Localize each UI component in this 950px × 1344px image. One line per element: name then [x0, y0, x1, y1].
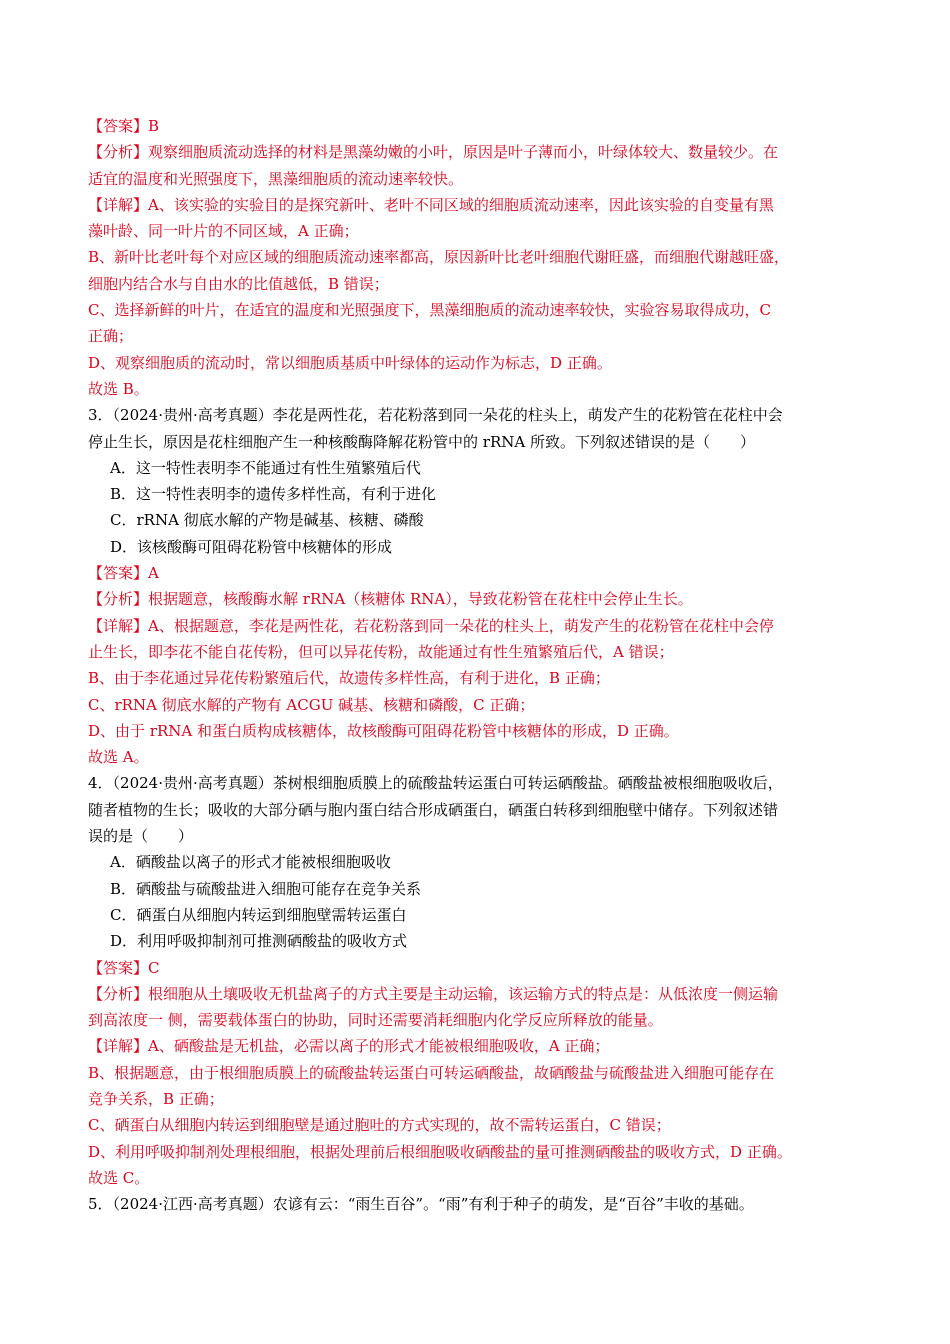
q4-stem-line: 4．（2024·贵州·高考真题）茶树根细胞质膜上的硫酸盐转运蛋白可转运硒酸盐。硒酸盐被根细胞吸收后， — [88, 774, 783, 793]
q4-conclusion: 故选 C。 — [88, 1168, 150, 1187]
q3-option-c: C．rRNA 彻底水解的产物是碱基、核糖、磷酸 — [110, 511, 424, 530]
q3-stem-line: 停止生长，原因是花柱细胞产生一种核酸酶降解花粉管中的 rRNA 所致。下列叙述错误的是（ ） — [88, 432, 755, 451]
q3-option-a: A．这一特性表明李不能通过有性生殖繁殖后代 — [110, 458, 421, 477]
q4-option-a: A．硒酸盐以离子的形式才能被根细胞吸收 — [110, 853, 391, 872]
q3-stem-line: 3．（2024·贵州·高考真题）李花是两性花，若花粉落到同一朵花的柱头上，萌发产生的花粉管在花柱中会 — [88, 406, 783, 425]
q2-detail-line: 正确； — [88, 327, 134, 346]
q2-analysis-line: 【分析】观察细胞质流动选择的材料是黑藻幼嫩的小叶，原因是叶子薄而小，叶绿体较大、数量较少。在 — [88, 143, 779, 162]
q4-option-b: B．硒酸盐与硫酸盐进入细胞可能存在竞争关系 — [110, 879, 422, 898]
q2-detail-line: 细胞内结合水与自由水的比值越低，B 错误； — [88, 274, 389, 293]
q3-option-b: B．这一特性表明李的遗传多样性高，有利于进化 — [110, 485, 437, 504]
q5-stem-line: 5．（2024·江西·高考真题）农谚有云：“雨生百谷”。“雨”有利于种子的萌发，是“百谷”丰收的基础。 — [88, 1195, 754, 1214]
q4-detail-line: 竞争关系，B 正确； — [88, 1089, 224, 1108]
page-content — [88, 113, 868, 1217]
q3-detail-line: C、rRNA 彻底水解的产物有 ACGU 碱基、核糖和磷酸，C 正确； — [88, 695, 535, 714]
q4-option-d: D．利用呼吸抑制剂可推测硒酸盐的吸收方式 — [110, 932, 408, 951]
q4-detail-line: C、硒蛋白从细胞内转运到细胞壁是通过胞吐的方式实现的，故不需转运蛋白，C 错误； — [88, 1116, 671, 1135]
q2-conclusion: 故选 B。 — [88, 379, 149, 398]
q3-detail-line: 止生长，即李花不能自花传粉，但可以异花传粉，故能通过有性生殖繁殖后代，A 错误； — [88, 642, 674, 661]
q3-option-d: D．该核酸酶可阻碍花粉管中核糖体的形成 — [110, 537, 393, 556]
q4-stem-line: 随者植物的生长；吸收的大部分硒与胞内蛋白结合形成硒蛋白，硒蛋白转移到细胞壁中储存。下列叙述错 — [88, 800, 779, 819]
q4-answer: 【答案】C — [88, 958, 160, 977]
q2-analysis-line: 适宜的温度和光照强度下，黑藻细胞质的流动速率较快。 — [88, 169, 464, 188]
q2-detail-line: 藻叶龄、同一叶片的不同区域，A 正确； — [88, 222, 359, 241]
q2-detail-line: B、新叶比老叶每个对应区域的细胞质流动速率都高，原因新叶比老叶细胞代谢旺盛，而细胞代谢越旺盛， — [88, 248, 790, 267]
q4-analysis-line: 【分析】根细胞从土壤吸收无机盐离子的方式主要是主动运输，该运输方式的特点是：从低浓度一侧运输 — [88, 984, 779, 1003]
q3-analysis-line: 【分析】根据题意，核酸酶水解 rRNA（核糖体 RNA），导致花粉管在花柱中会停止生长。 — [88, 590, 693, 609]
q4-detail-line: 【详解】A、硒酸盐是无机盐，必需以离子的形式才能被根细胞吸收，A 正确； — [88, 1037, 610, 1056]
q4-detail-line: D、利用呼吸抑制剂处理根细胞，根据处理前后根细胞吸收硒酸盐的量可推测硒酸盐的吸收方式，D 正确。 — [88, 1142, 792, 1161]
q3-detail-line: 【详解】A、根据题意，李花是两性花，若花粉落到同一朵花的柱头上，萌发产生的花粉管在花柱中会停 — [88, 616, 774, 635]
q2-detail-line: 【详解】A、该实验的实验目的是探究新叶、老叶不同区域的细胞质流动速率，因此该实验的自变量有黑 — [88, 195, 774, 214]
q3-conclusion: 故选 A。 — [88, 748, 149, 767]
q4-option-c: C．硒蛋白从细胞内转运到细胞壁需转运蛋白 — [110, 905, 407, 924]
q4-detail-line: B、根据题意，由于根细胞质膜上的硫酸盐转运蛋白可转运硒酸盐，故硒酸盐与硫酸盐进入细胞可能存在 — [88, 1063, 775, 1082]
q3-answer: 【答案】A — [88, 564, 159, 583]
q3-detail-line: B、由于李花通过异花传粉繁殖后代，故遗传多样性高，有利于进化，B 正确； — [88, 669, 610, 688]
q3-detail-line: D、由于 rRNA 和蛋白质构成核糖体，故核酸酶可阻碍花粉管中核糖体的形成，D 正确。 — [88, 721, 679, 740]
q2-answer: 【答案】B — [88, 117, 160, 135]
q2-detail-line: C、选择新鲜的叶片，在适宜的温度和光照强度下，黑藻细胞质的流动速率较快，实验容易取得成功，C — [88, 301, 771, 320]
q4-analysis-line: 到高浓度一 侧，需要载体蛋白的协助，同时还需要消耗细胞内化学反应所释放的能量。 — [88, 1011, 663, 1030]
q4-stem-line: 误的是（ ） — [88, 827, 194, 846]
q2-detail-line: D、观察细胞质的流动时，常以细胞质基质中叶绿体的运动作为标志，D 正确。 — [88, 353, 612, 372]
